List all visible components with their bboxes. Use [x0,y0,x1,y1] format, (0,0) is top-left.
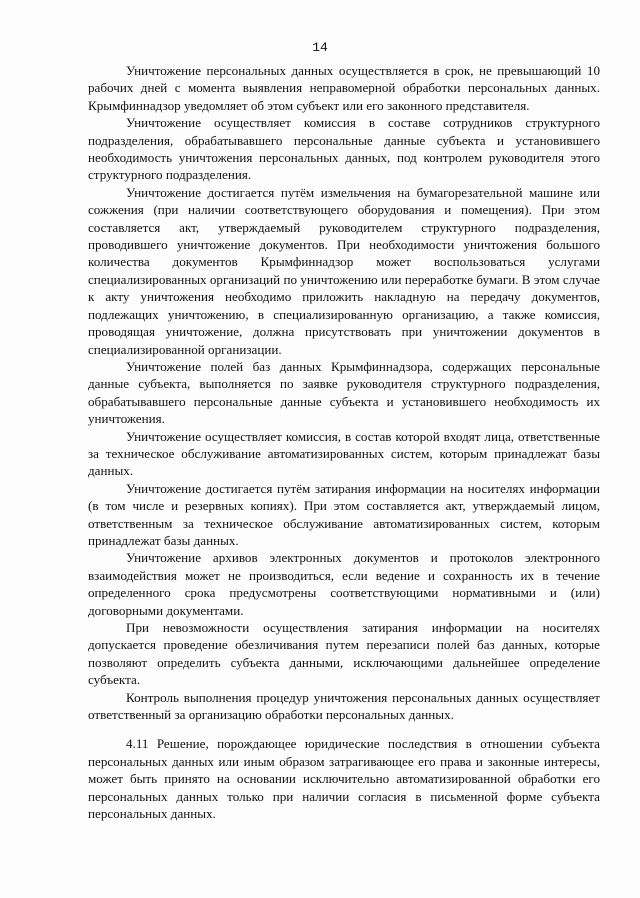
paragraph-destruction-deadline: Уничтожение персональных данных осуществляется в срок, не превышающий 10 рабочих дней с момента выявления неправомерной обработки персональных данных. Крымфиннадзор уведомляет об этом субъект или его законного представителя. [88,63,600,113]
document-body [88,62,600,822]
page-number: 14 [312,40,328,55]
paragraph-archives: Уничтожение архивов электронных документов и протоколов электронного взаимодействия может не производиться, если ведение и сохранность их в течение определенного срока предусмотрены соответствующими нормативными и (или) договорными документами. [88,550,600,618]
paragraph-section-4-11: 4.11 Решение, порождающее юридические последствия в отношении субъекта персональных данных или иным образом затрагивающее его права и законные интересы, может быть принято на основании исключительно автоматизированной обработки его персональных данных только при наличии согласия в письменной форме субъекта персональных данных. [88,736,600,822]
paragraph-media-wiping: Уничтожение достигается путём затирания информации на носителях информации (в том числе и резервных копиях). При этом составляется акт, утверждаемый лицом, ответственным за техническое обслуживание автоматизированных систем, которым принадлежат базы данных. [88,480,600,548]
paragraph-destruction-commission: Уничтожение осуществляет комиссия в составе сотрудников структурного подразделения, обрабатывавшего персональные данные субъекта и установившего необходимость уничтожения персональных данных, под контролем руководителя этого структурного подразделения. [88,115,600,183]
paragraph-database-fields-destruction: Уничтожение полей баз данных Крымфиннадзора, содержащих персональные данные субъекта, выполняется по заявке руководителя структурного подразделения, обрабатывавшего персональные данные субъекта и установившего необходимость их уничтожения. [88,358,600,427]
paragraph-database-commission: Уничтожение осуществляет комиссия, в состав которой входят лица, ответственные за техническое обслуживание автоматизированных систем, которым принадлежат базы данных. [88,428,600,479]
paragraph-paper-destruction: Уничтожение достигается путём измельчения на бумагорезательной машине или сожжения (при наличии соответствующего оборудования и помещения). При этом составляется акт, утверждаемый руководителем структурного подразделения, проводившего уничтожение документов. При необходимости уничтожения большого количества документов Крымфиннадзор может воспользоваться услугами специализированных организаций по уничтожению или переработке бумаги. В этом случае к акту уничтожения необходимо приложить накладную на передачу документов, подлежащих уничтожению, в специализированную организацию, а также комиссия, проводящая уничтожение, должна присутствовать при уничтожении документов в специализированной организации. [88,184,600,357]
paragraph-control: Контроль выполнения процедур уничтожения персональных данных осуществляет ответственный за организацию обработки персональных данных. [88,689,600,723]
paragraph-depersonalization: При невозможности осуществления затирания информации на носителях допускается проведение обезличивания путем перезаписи полей баз данных, которые позволяют определить субъекта данными, исключающими дальнейшее определение субъекта. [88,620,600,688]
